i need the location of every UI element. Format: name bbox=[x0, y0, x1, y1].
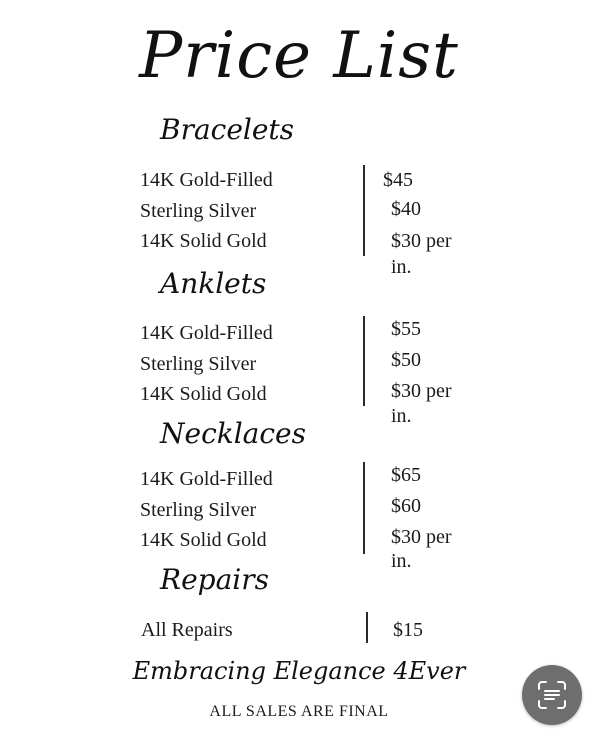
price-row-unit: in. bbox=[391, 405, 412, 427]
section-title-repairs: Repairs bbox=[160, 563, 269, 596]
price-row-label: Sterling Silver bbox=[140, 353, 257, 375]
price-row-value: $65 bbox=[391, 464, 421, 486]
price-row-unit: in. bbox=[391, 256, 412, 278]
page-title: Price List bbox=[139, 19, 459, 93]
price-row-value: $60 bbox=[391, 495, 421, 517]
column-divider bbox=[366, 612, 368, 643]
price-row-label: 14K Gold-Filled bbox=[140, 468, 273, 490]
section-title-bracelets: Bracelets bbox=[160, 113, 295, 146]
column-divider bbox=[363, 462, 365, 554]
price-row-label: Sterling Silver bbox=[140, 499, 257, 521]
column-divider bbox=[363, 316, 365, 406]
price-row-label: 14K Solid Gold bbox=[140, 230, 267, 252]
price-row-label: 14K Solid Gold bbox=[140, 383, 267, 405]
price-row-label: Sterling Silver bbox=[140, 200, 257, 222]
price-row-value: $30 per bbox=[391, 526, 452, 548]
text-scan-icon bbox=[537, 680, 567, 710]
price-row-value: $30 per bbox=[391, 380, 452, 402]
price-row-label: All Repairs bbox=[141, 619, 233, 641]
price-row-value: $45 bbox=[383, 169, 413, 191]
column-divider bbox=[363, 165, 365, 256]
price-row-value: $55 bbox=[391, 318, 421, 340]
sales-final-notice: ALL SALES ARE FINAL bbox=[209, 703, 389, 720]
price-row-value: $30 per bbox=[391, 230, 452, 252]
price-row-value: $50 bbox=[391, 349, 421, 371]
price-row-value: $15 bbox=[393, 619, 423, 641]
price-row-value: $40 bbox=[391, 198, 421, 220]
price-row-label: 14K Solid Gold bbox=[140, 529, 267, 551]
price-row-label: 14K Gold-Filled bbox=[140, 169, 273, 191]
price-row-label: 14K Gold-Filled bbox=[140, 322, 273, 344]
tagline: Embracing Elegance 4Ever bbox=[132, 657, 466, 685]
section-title-anklets: Anklets bbox=[160, 267, 267, 300]
text-scan-button[interactable] bbox=[522, 665, 582, 725]
price-row-unit: in. bbox=[391, 550, 412, 572]
section-title-necklaces: Necklaces bbox=[160, 417, 306, 450]
